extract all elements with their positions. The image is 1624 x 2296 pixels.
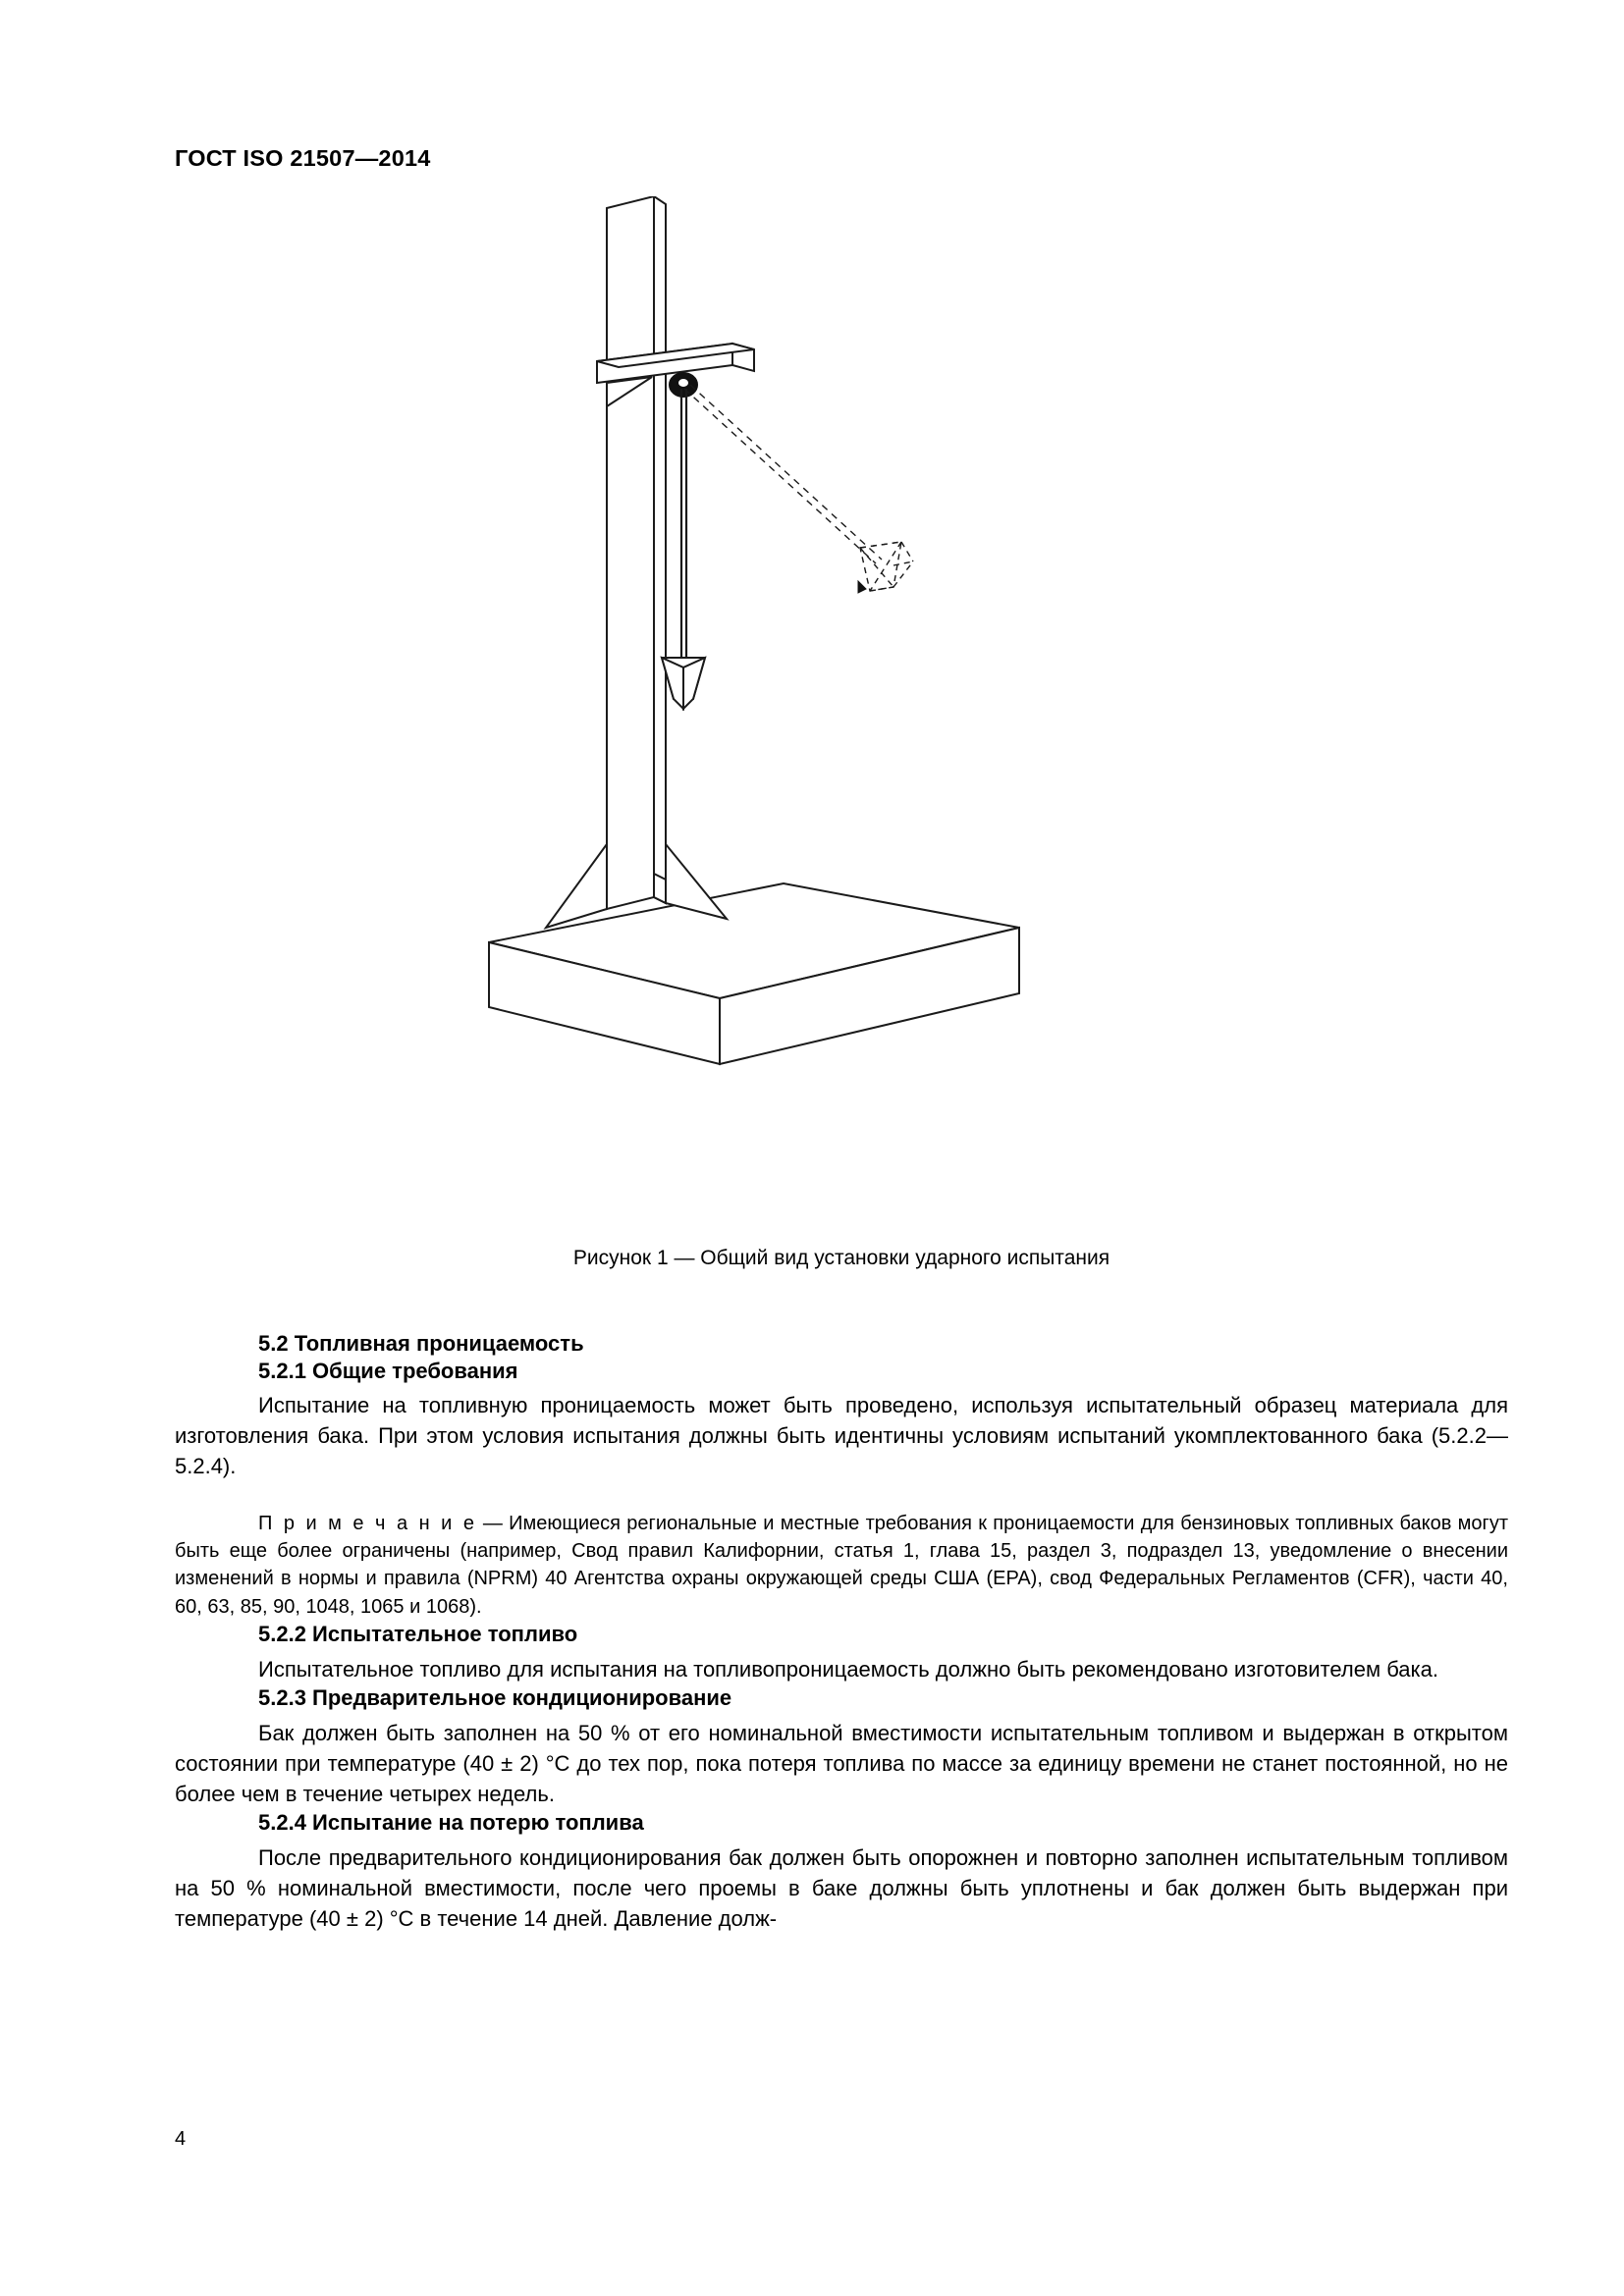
section-heading-5-2-3: 5.2.3 Предварительное кондиционирование: [258, 1685, 732, 1710]
section-heading-5-2-4: 5.2.4 Испытание на потерю топлива: [258, 1810, 644, 1836]
body-text: [175, 1330, 1508, 1934]
section-heading-5-2-2: 5.2.2 Испытательное топливо: [258, 1622, 578, 1647]
paragraph-5-2-2: Испытательное топливо для испытания на топливопроницаемость должно быть рекомендовано изготовителем бака.: [258, 1656, 1438, 1682]
figure-caption: Рисунок 1 — Общий вид установки ударного испытания: [572, 1247, 1110, 1269]
paragraph-5-2-3: Бак должен быть заполнен на 50 % от его номинальной вместимости испытательным топливом и выдержан в открытом состоянии при температуре (40 ± 2) °С до тех пор, пока потеря топлива по массе за единицу времени не станет постоянной, но не более чем в течение четырех недель.: [175, 1720, 1508, 1806]
section-heading-5-2: 5.2 Топливная проницаемость: [258, 1331, 584, 1356]
page-header: ГОСТ ISO 21507—2014: [175, 145, 431, 171]
page-content: [175, 0, 1508, 2296]
figure-1: [175, 196, 1508, 1266]
paragraph-5-2-1: Испытание на топливную проницаемость может быть проведено, используя испытательный образец материала для изготовления бака. При этом условия испытания должны быть идентичны условиям испытаний укомплектованного бака (5.2.2—5.2.4).: [175, 1393, 1508, 1479]
paragraph-5-2-4: После предварительного кондиционирования бак должен быть опорожнен и повторно заполнен испытательным топливом на 50 % номинальной вместимости, после чего проемы в баке должны быть уплотнены и бак должен быть выдержан при температуре (40 ± 2) °С в течение 14 дней. Давление долж-: [175, 1844, 1508, 1932]
note-label: П р и м е ч а н и е: [258, 1512, 477, 1534]
impact-test-rig-drawing: [469, 196, 1216, 1266]
note-body: — Имеющиеся региональные и местные требования к проницаемости для бензиновых топливных баков могут быть еще более ограничены (например, Свод правил Калифорнии, статья 1, глава 15, раздел 3, подраздел 13, уведомление о внесении изменений в нормы и правила (NPRM) 40 Агентства охраны окружающей среды США (EPA), свод Федеральных Регламентов (CFR), части 40, 60, 63, 85, 90, 1048, 1065 и 1068).: [175, 1512, 1508, 1618]
note-5-2-1: [175, 1510, 1508, 1622]
page-number: 4: [175, 2128, 187, 2150]
section-heading-5-2-1: 5.2.1 Общие требования: [258, 1358, 518, 1383]
